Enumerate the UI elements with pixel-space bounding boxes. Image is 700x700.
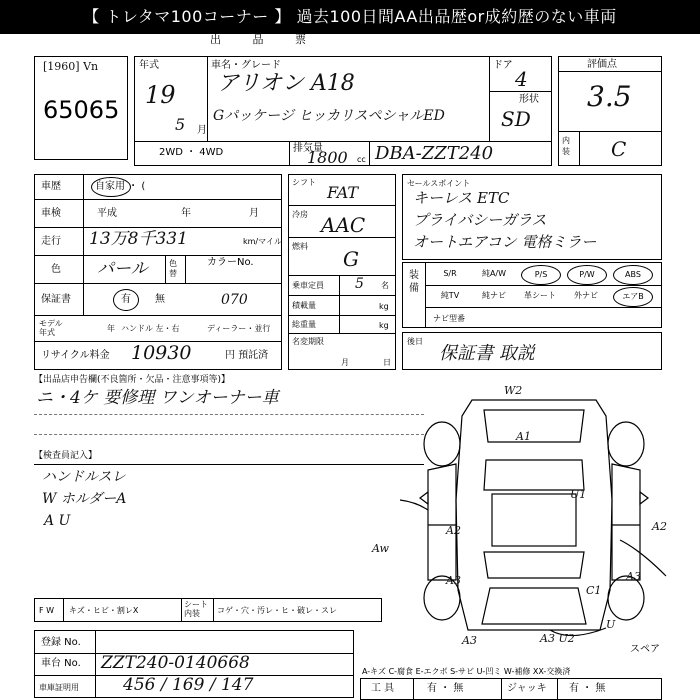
diagram-mark: Aw bbox=[372, 542, 389, 555]
model-year-unit: 年 bbox=[107, 324, 115, 333]
lot-number: 65065 bbox=[43, 96, 120, 124]
shift-label: シフト bbox=[292, 178, 316, 187]
diagram-mark: C1 bbox=[586, 584, 602, 597]
year-month-unit: 月 bbox=[197, 125, 207, 136]
diagram-mark: U bbox=[606, 618, 616, 631]
model-grade: Gパッケージ ヒッカリスペシャルED bbox=[213, 108, 445, 124]
vehicle-info-box bbox=[134, 56, 552, 166]
equip-pw: P/W bbox=[567, 265, 607, 285]
sales-point-line: オートエアコン 電格ミラー bbox=[413, 233, 597, 251]
diagram-mark: A3 bbox=[462, 634, 477, 647]
chassis-label: 車台 No. bbox=[41, 658, 81, 669]
diagram-mark: A3 bbox=[626, 570, 641, 583]
mileage-unit: km/マイル bbox=[243, 237, 282, 246]
diagram-mark: A2 bbox=[446, 524, 461, 537]
inspector-line: ハンドルスレ bbox=[42, 469, 126, 485]
damage-legend: A-キズ C-腐食 E-エクボ S-サビ U-凹ミ W-補修 XX-交換済 bbox=[362, 667, 571, 676]
shape-value: SD bbox=[501, 107, 531, 131]
tools-label: 工 具 bbox=[371, 683, 395, 694]
equip-ps: P/S bbox=[521, 265, 561, 285]
later-docs-value: 保証書 取説 bbox=[439, 343, 535, 364]
color-label: 色 bbox=[51, 264, 61, 275]
inspector-line: A U bbox=[44, 513, 71, 529]
interior-label: 内装 bbox=[562, 136, 570, 156]
history-label: 車歴 bbox=[41, 181, 61, 192]
drive-label: 2WD ・ 4WD bbox=[159, 147, 224, 158]
displacement-unit: cc bbox=[357, 155, 366, 164]
capacity-unit: 名 bbox=[381, 281, 389, 290]
deadline-day-unit: 日 bbox=[383, 358, 391, 367]
year-label: 年式 bbox=[139, 60, 159, 71]
certificate-dims: 456 / 169 / 147 bbox=[123, 675, 254, 695]
equip-leather: 革シート bbox=[524, 291, 556, 300]
recycle-value: 10930 bbox=[131, 342, 192, 364]
tools-options: 有 ・ 無 bbox=[427, 683, 464, 694]
seat-options: コゲ・穴・汚レ・ヒ・破レ・スレ bbox=[217, 606, 337, 615]
sales-point-line: プライバシーガラス bbox=[413, 211, 547, 229]
deadline-month-unit: 月 bbox=[341, 358, 349, 367]
capacity-value: 5 bbox=[355, 276, 364, 292]
weight-label: 総重量 bbox=[292, 320, 316, 329]
displacement-label: 排気量 bbox=[293, 143, 323, 154]
detail-table bbox=[34, 174, 282, 370]
lot-box bbox=[34, 56, 128, 160]
year-month: 5 bbox=[175, 115, 186, 134]
seat-label: シート内装 bbox=[184, 600, 208, 618]
recycle-unit: 円 預託済 bbox=[225, 350, 269, 361]
registration-table bbox=[34, 630, 354, 698]
equip-sr: S/R bbox=[443, 269, 457, 278]
weight-unit: kg bbox=[379, 321, 389, 330]
sales-point-line: キーレス ETC bbox=[413, 189, 510, 207]
equip-airbag: エアB bbox=[613, 287, 653, 307]
registration-label: 登録 No. bbox=[41, 637, 81, 648]
diagram-mark: W2 bbox=[504, 384, 523, 397]
spec-table bbox=[288, 174, 396, 370]
fw-options: キズ・ヒビ・割レX bbox=[69, 606, 139, 615]
rating-label: 評価点 bbox=[587, 59, 617, 70]
warranty-has: 有 bbox=[121, 294, 131, 305]
fuel-value: G bbox=[343, 247, 359, 271]
equip-ext-nav: 外ナビ bbox=[574, 291, 598, 300]
deadline-label: 名変期限 bbox=[292, 337, 324, 346]
rating-score: 3.5 bbox=[587, 80, 632, 113]
diagram-mark: A1 bbox=[516, 430, 531, 443]
car-damage-diagram bbox=[372, 380, 680, 660]
inspection-month-unit: 月 bbox=[249, 208, 259, 219]
aircon-value: AAC bbox=[321, 213, 366, 237]
sales-points-label: セールスポイント bbox=[407, 179, 471, 188]
warranty-label: 保証書 bbox=[41, 294, 71, 305]
load-label: 積載量 bbox=[292, 301, 316, 310]
diagram-mark: U1 bbox=[570, 488, 587, 501]
model-label: 車名・グレード bbox=[211, 60, 281, 71]
equip-tv: 純TV bbox=[440, 291, 460, 300]
inspection-year-unit: 年 bbox=[181, 208, 191, 219]
title-banner: 【 トレタマ100コーナー 】 過去100日間AA出品歴or成約歴のない車両 bbox=[0, 0, 700, 34]
warranty-none: 無 bbox=[155, 294, 165, 305]
lot-tag: [1960] Vn bbox=[43, 60, 99, 73]
tools-row bbox=[360, 678, 662, 700]
chassis-value: ZZT240-0140668 bbox=[101, 653, 250, 673]
year-value: 19 bbox=[145, 81, 176, 109]
equip-alloy: 純A/W bbox=[481, 269, 507, 278]
later-docs-label: 後日 bbox=[407, 337, 423, 346]
interior-value: C bbox=[611, 137, 627, 161]
rating-box bbox=[558, 56, 662, 166]
equipment-box bbox=[402, 262, 662, 328]
load-unit: kg bbox=[379, 302, 389, 311]
equip-abs: ABS bbox=[613, 265, 653, 285]
model-year-handle: ハンドル 左・右 bbox=[121, 324, 180, 333]
displacement-value: 1800 bbox=[307, 148, 348, 167]
fuel-label: 燃料 bbox=[292, 242, 308, 251]
equip-nav: 純ナビ bbox=[482, 291, 506, 300]
nav-model-label: ナビ型番 bbox=[433, 314, 465, 323]
doors-value: 4 bbox=[515, 67, 528, 91]
model-year-label: モデル年式 bbox=[39, 319, 63, 337]
later-docs-box bbox=[402, 332, 662, 370]
color-value: パール bbox=[97, 259, 148, 279]
shape-label: 形状 bbox=[519, 94, 539, 105]
doors-label: ドア bbox=[493, 60, 513, 71]
inspection-label: 車検 bbox=[41, 208, 61, 219]
spare-label: スペア bbox=[630, 644, 660, 655]
fw-label: F W bbox=[39, 606, 55, 615]
certificate-label: 車庫証明用 bbox=[39, 683, 79, 692]
diagram-mark: A3 U2 bbox=[540, 632, 575, 645]
color-code-value: 070 bbox=[221, 292, 248, 308]
model-name: アリオン A18 bbox=[217, 71, 355, 96]
sales-points-box bbox=[402, 174, 662, 260]
jack-label: ジャッキ bbox=[507, 683, 547, 694]
header-fragment: 出 品 票 bbox=[210, 33, 320, 46]
color-change-label: 色替 bbox=[169, 259, 177, 278]
seller-notes-label: 【出品店申告欄(不良箇所・欠品・注意事項等)】 bbox=[34, 375, 231, 385]
fw-row bbox=[34, 598, 382, 622]
aircon-label: 冷房 bbox=[292, 210, 308, 219]
mileage-value: 13万8千331 bbox=[89, 229, 188, 249]
color-code-label: カラーNo. bbox=[207, 257, 254, 268]
model-year-dealer: ディーラー・並行 bbox=[207, 324, 271, 333]
diagram-mark: A3 bbox=[446, 574, 461, 587]
diagram-mark: A2 bbox=[652, 520, 667, 533]
capacity-label: 乗車定員 bbox=[292, 281, 324, 290]
inspection-era: 平成 bbox=[97, 208, 117, 219]
jack-options: 有 ・ 無 bbox=[569, 683, 606, 694]
inspector-line: W ホルダーA bbox=[42, 491, 127, 507]
recycle-label: リサイクル料金 bbox=[41, 350, 110, 361]
mileage-label: 走行 bbox=[41, 236, 61, 247]
seller-notes-text: ニ・4ケ 要修理 ワンオーナー車 bbox=[36, 388, 279, 408]
history-options: 自家用 ・ ( bbox=[95, 181, 146, 192]
equipment-label: 装備 bbox=[409, 270, 419, 294]
inspector-label: 【検査員記入】 bbox=[34, 451, 98, 461]
shift-value: FAT bbox=[327, 183, 359, 202]
model-code-value: DBA-ZZT240 bbox=[375, 143, 494, 164]
